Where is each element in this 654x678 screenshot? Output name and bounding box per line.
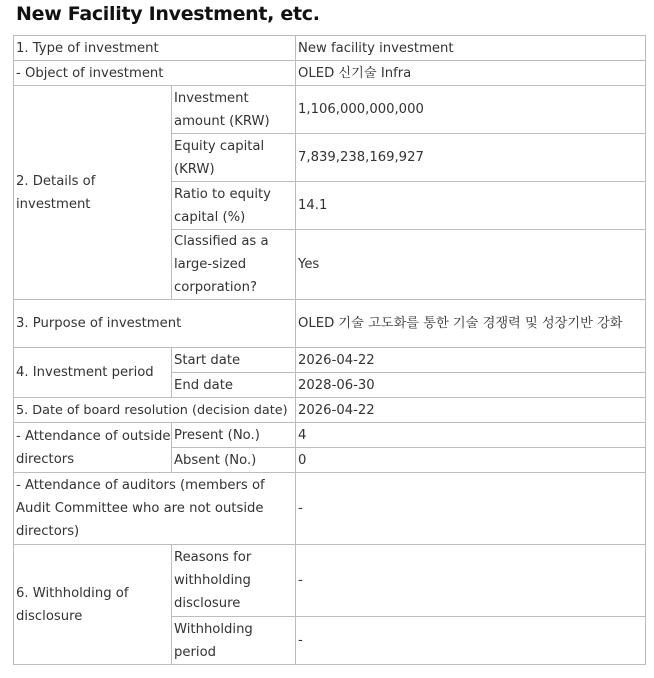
large-value: Yes <box>296 230 646 300</box>
ratio-value: 14.1 <box>296 182 646 230</box>
withhold-label: 6. Withholding of disclosure <box>14 545 172 665</box>
auditors-label: - Attendance of auditors (members of Audit Committee who are not outside directors) <box>14 473 296 545</box>
wperiod-value: - <box>296 617 646 665</box>
type-label: 1. Type of investment <box>14 36 296 61</box>
equity-value: 7,839,238,169,927 <box>296 134 646 182</box>
amount-value: 1,106,000,000,000 <box>296 86 646 134</box>
end-value: 2028-06-30 <box>296 373 646 398</box>
table-row <box>14 36 646 61</box>
object-label: - Object of investment <box>14 61 296 86</box>
board-label: 5. Date of board resolution (decision date) <box>14 398 296 423</box>
outside-label: - Attendance of outside directors <box>14 423 172 473</box>
table-row <box>14 61 646 86</box>
period-label: 4. Investment period <box>14 348 172 398</box>
table-row <box>14 473 646 545</box>
wperiod-label: Withholding period <box>172 617 296 665</box>
purpose-value: OLED 기술 고도화를 통한 기술 경쟁력 및 성장기반 강화 <box>296 300 646 348</box>
end-label: End date <box>172 373 296 398</box>
start-label: Start date <box>172 348 296 373</box>
reasons-label: Reasons for withholding disclosure <box>172 545 296 617</box>
reasons-value: - <box>296 545 646 617</box>
purpose-label: 3. Purpose of investment <box>14 300 296 348</box>
table-row <box>14 86 646 134</box>
absent-value: 0 <box>296 448 646 473</box>
present-value: 4 <box>296 423 646 448</box>
large-label: Classified as a large-sized corporation? <box>172 230 296 300</box>
start-value: 2026-04-22 <box>296 348 646 373</box>
table-row <box>14 348 646 373</box>
page-title: New Facility Investment, etc. <box>16 3 320 25</box>
equity-label: Equity capital (KRW) <box>172 134 296 182</box>
investment-table <box>13 35 646 665</box>
table-row <box>14 398 646 423</box>
absent-label: Absent (No.) <box>172 448 296 473</box>
object-value: OLED 신기술 Infra <box>296 61 646 86</box>
ratio-label: Ratio to equity capital (%) <box>172 182 296 230</box>
present-label: Present (No.) <box>172 423 296 448</box>
table-row <box>14 545 646 617</box>
table-row <box>14 300 646 348</box>
table-row <box>14 423 646 448</box>
type-value: New facility investment <box>296 36 646 61</box>
amount-label: Investment amount (KRW) <box>172 86 296 134</box>
board-value: 2026-04-22 <box>296 398 646 423</box>
auditors-value: - <box>296 473 646 545</box>
details-label: 2. Details of investment <box>14 86 172 300</box>
